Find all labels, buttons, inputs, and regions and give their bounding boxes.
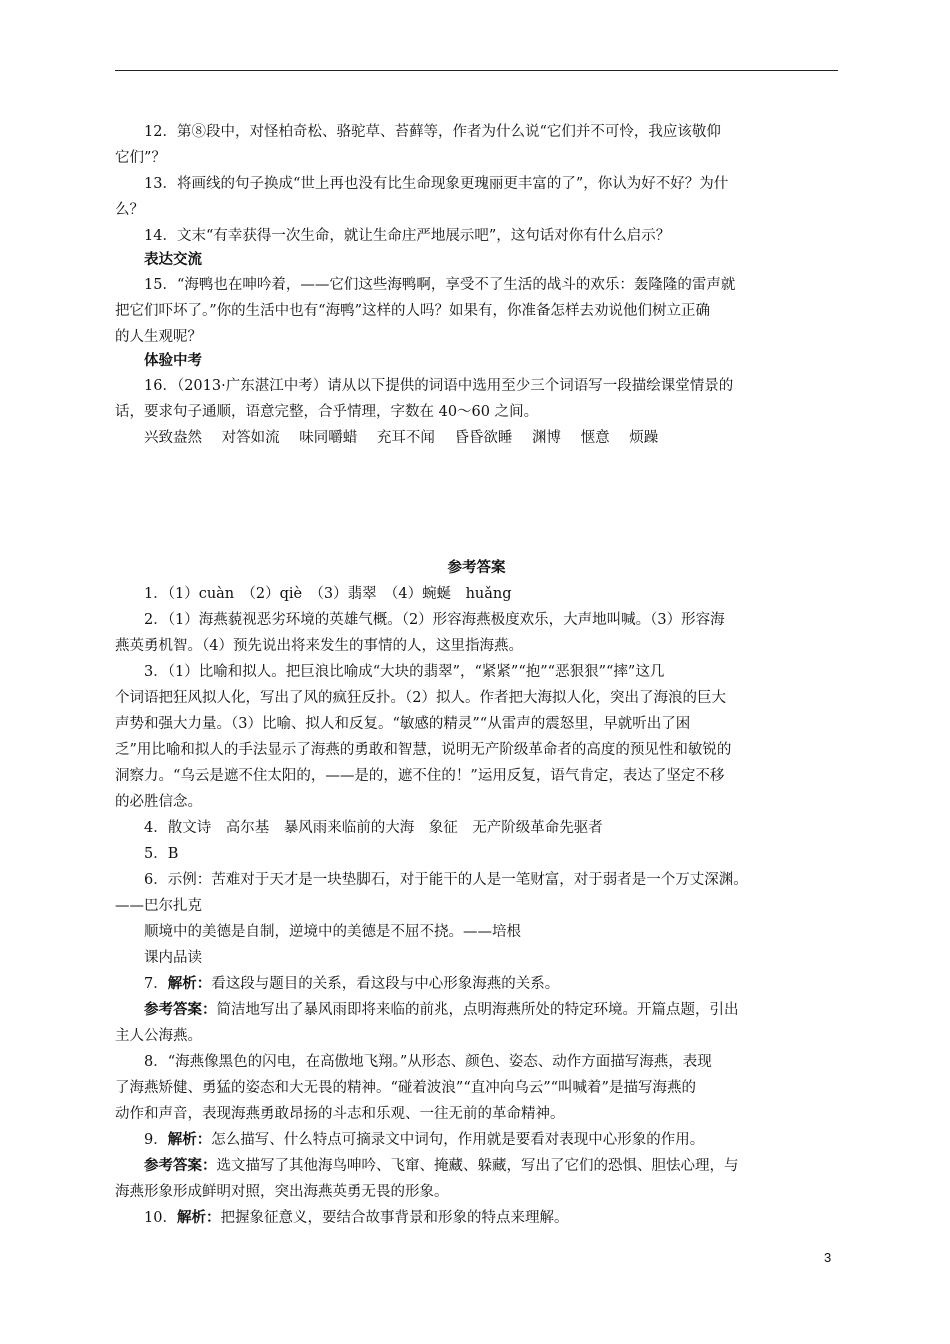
answer-7-reference-line-2: 主人公海燕。: [115, 1028, 202, 1044]
question-16-line-2: 话，要求句子通顺，语意完整，合乎情理，字数在 40～60 之间。: [115, 404, 539, 420]
word-item: 烦躁: [629, 430, 659, 446]
question-12-line-1: 12．第⑧段中，对怪柏奇松、骆驼草、苔藓等，作者为什么说“它们并不可怜，我应该敬仰: [144, 124, 721, 140]
answer-7-reference: [115, 1000, 869, 1020]
answer-7-reference-text: 简洁地写出了暴风雨即将来临的前兆，点明海燕所处的特定环境。开篇点题，引出: [216, 1002, 739, 1018]
question-13-line-2: 么？: [115, 202, 144, 218]
question-15-line-1: 15．“海鸭也在呻吟着，——它们这些海鸭啊，享受不了生活的战斗的欢乐：轰隆隆的雷声就: [144, 277, 736, 293]
in-class-heading: 课内品读: [144, 950, 202, 966]
answer-9-analysis-text: 怎么描写、什么特点可摘录文中词句，作用就是要看对表现中心形象的作用。: [211, 1132, 705, 1148]
answer-8-line-3: 动作和声音，表现海燕勇敢昂扬的斗志和乐观、一往无前的革命精神。: [115, 1106, 565, 1122]
analysis-label: 解析：: [176, 1209, 221, 1226]
page-number: 3: [824, 1250, 832, 1265]
answer-10-number: 10．: [144, 1210, 177, 1226]
answer-7-analysis: [115, 974, 869, 994]
question-15-line-2: 把它们吓坏了。”你的生活中也有“海鸭”这样的人吗？如果有，你准备怎样去劝说他们树立正确: [115, 303, 710, 319]
word-item: 昏昏欲睡: [454, 430, 513, 446]
answer-9-reference: [115, 1156, 869, 1176]
answer-10-analysis: [115, 1208, 869, 1228]
section-heading-exam: 体验中考: [144, 352, 202, 369]
analysis-label: 解析：: [167, 975, 212, 992]
answer-6-line-3: 顺境中的美德是自制，逆境中的美德是不屈不挠。——培根: [144, 924, 521, 940]
answer-1: 1．（1）cuàn （2）qiè （3）翡翠 （4）蜿蜒 huǎng: [144, 586, 512, 602]
answer-2-line-1: 2．（1）海燕藐视恶劣环境的英雄气概。（2）形容海燕极度欢乐，大声地叫喊。（3）形容海: [144, 612, 725, 628]
analysis-label: 解析：: [167, 1131, 212, 1148]
answer-9-number: 9．: [144, 1132, 168, 1148]
answer-3-line-4: 乏”用比喻和拟人的手法显示了海燕的勇敢和智慧，说明无产阶级革命者的高度的预见性和敏锐的: [115, 742, 732, 758]
answer-3-line-2: 个词语把狂风拟人化，写出了风的疯狂反扑。（2）拟人。作者把大海拟人化，突出了海浪的巨大: [115, 690, 726, 706]
question-15-line-3: 的人生观呢？: [115, 329, 202, 345]
answers-title: 参考答案: [447, 559, 506, 576]
answer-9-reference-line-2: 海燕形象形成鲜明对照，突出海燕英勇无畏的形象。: [115, 1184, 449, 1200]
answer-6-line-1: 6．示例：苦难对于天才是一块垫脚石，对于能干的人是一笔财富，对于弱者是一个万丈深渊。: [144, 872, 748, 888]
reference-label: 参考答案：: [144, 1001, 217, 1018]
answer-8-line-1: 8．“海燕像黑色的闪电，在高傲地飞翔。”从形态、颜色、姿态、动作方面描写海燕，表现: [144, 1054, 712, 1070]
answer-3-line-3: 声势和强大力量。（3）比喻、拟人和反复。“敏感的精灵”“从雷声的震怒里，早就听出了困: [115, 716, 691, 732]
word-item: 兴致盎然: [144, 430, 202, 446]
word-item: 充耳不闻: [376, 430, 435, 446]
answer-9-reference-text: 选文描写了其他海鸟呻吟、飞窜、掩藏、躲藏，写出了它们的恐惧、胆怯心理，与: [216, 1158, 739, 1174]
answer-2-line-2: 燕英勇机智。（4）预先说出将来发生的事情的人，这里指海燕。: [115, 638, 523, 654]
question-16-line-1: 16．（2013·广东湛江中考）请从以下提供的词语中选用至少三个词语写一段描绘课堂情景的: [144, 378, 734, 394]
answer-10-analysis-text: 把握象征意义，要结合故事背景和形象的特点来理解。: [220, 1210, 569, 1226]
reference-label: 参考答案：: [144, 1157, 217, 1174]
question-13-line-1: 13．将画线的句子换成“世上再也没有比生命现象更瑰丽更丰富的了”，你认为好不好？为什: [144, 176, 729, 192]
word-item: 味同嚼蜡: [299, 430, 358, 446]
answer-3-line-6: 的必胜信念。: [115, 794, 202, 810]
word-item: 对答如流: [221, 430, 280, 446]
answer-7-number: 7．: [144, 976, 168, 992]
answer-4: 4．散文诗 高尔基 暴风雨来临前的大海 象征 无产阶级革命先驱者: [144, 820, 603, 836]
answer-3-line-5: 洞察力。“乌云是遮不住太阳的，——是的，遮不住的！”运用反复，语气肯定，表达了坚定不移: [115, 768, 725, 784]
section-heading-express: 表达交流: [144, 251, 202, 268]
answer-9-analysis: [115, 1130, 869, 1150]
word-item: 惬意: [580, 430, 610, 446]
question-14: 14．文末“有幸获得一次生命，就让生命庄严地展示吧”，这句话对你有什么启示？: [144, 228, 671, 244]
question-12-line-2: 它们”？: [115, 150, 166, 166]
answer-8-line-2: 了海燕矫健、勇猛的姿态和大无畏的精神。“碰着波浪”“直冲向乌云”“叫喊着”是描写海燕的: [115, 1080, 696, 1096]
answer-3-line-1: 3．（1）比喻和拟人。把巨浪比喻成“大块的翡翠”，“紧紧”“抱”“恶狠狠”“摔”这几: [144, 664, 665, 680]
answer-7-analysis-text: 看这段与题目的关系，看这段与中心形象海燕的关系。: [211, 976, 560, 992]
word-list: [115, 428, 869, 448]
word-item: 渊博: [532, 430, 562, 446]
answer-5: 5．B: [144, 846, 179, 862]
answer-6-line-2: ——巴尔扎克: [115, 898, 202, 914]
header-rule: [115, 70, 838, 71]
